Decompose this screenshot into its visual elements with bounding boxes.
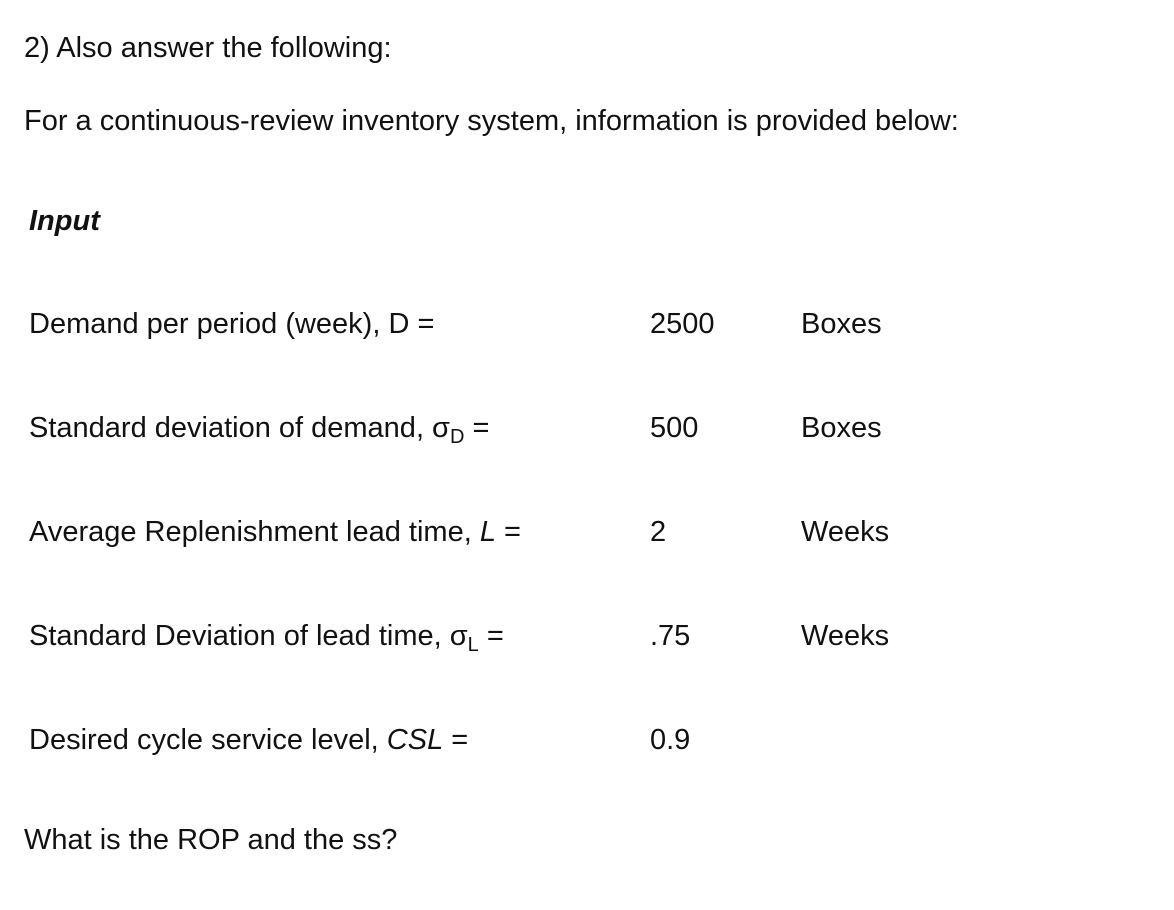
lead-time-standard-deviation-label-text: Standard Deviation of lead time, σ: [29, 620, 468, 652]
cycle-service-level-label-text: Desired cycle service level,: [29, 724, 387, 756]
lead-time-equals: =: [495, 516, 521, 548]
lead-time-symbol: L: [479, 516, 496, 548]
lead-time-standard-deviation-equals: =: [478, 620, 504, 652]
lead-time-unit: Weeks: [801, 516, 890, 548]
lead-time-subscript: L: [467, 634, 479, 656]
cycle-service-level-equals: =: [443, 724, 469, 756]
demand-subscript: D: [449, 426, 465, 448]
lead-time-label: [29, 515, 521, 550]
final-question: What is the ROP and the ss?: [24, 824, 398, 856]
lead-time-row: [29, 515, 1129, 557]
demand-standard-deviation-equals: =: [464, 412, 490, 444]
input-section-title: Input: [29, 205, 100, 237]
demand-value: 2500: [650, 308, 715, 340]
demand-unit: Boxes: [801, 308, 882, 340]
lead-time-standard-deviation-unit: Weeks: [801, 620, 890, 652]
lead-time-value: 2: [650, 516, 667, 548]
cycle-service-level-row: [29, 723, 1129, 765]
lead-time-standard-deviation-value: .75: [650, 620, 691, 652]
demand-standard-deviation-label: [29, 411, 489, 446]
demand-row: [29, 307, 1129, 349]
lead-time-standard-deviation-row: [29, 619, 1129, 661]
demand-standard-deviation-value: 500: [650, 412, 699, 444]
question-heading: 2) Also answer the following:: [24, 32, 392, 64]
cycle-service-level-label: [29, 723, 468, 758]
cycle-service-level-value: 0.9: [650, 724, 691, 756]
demand-label-text: Demand per period (week), D =: [29, 308, 435, 340]
demand-standard-deviation-row: [29, 411, 1129, 453]
problem-intro: For a continuous-review inventory system, information is provided below:: [24, 105, 959, 137]
demand-label: [29, 307, 434, 342]
cycle-service-level-symbol: CSL: [386, 724, 444, 756]
demand-standard-deviation-unit: Boxes: [801, 412, 882, 444]
lead-time-standard-deviation-label: [29, 619, 504, 654]
demand-standard-deviation-label-text: Standard deviation of demand, σ: [29, 412, 450, 444]
lead-time-label-text: Average Replenishment lead time,: [29, 516, 480, 548]
